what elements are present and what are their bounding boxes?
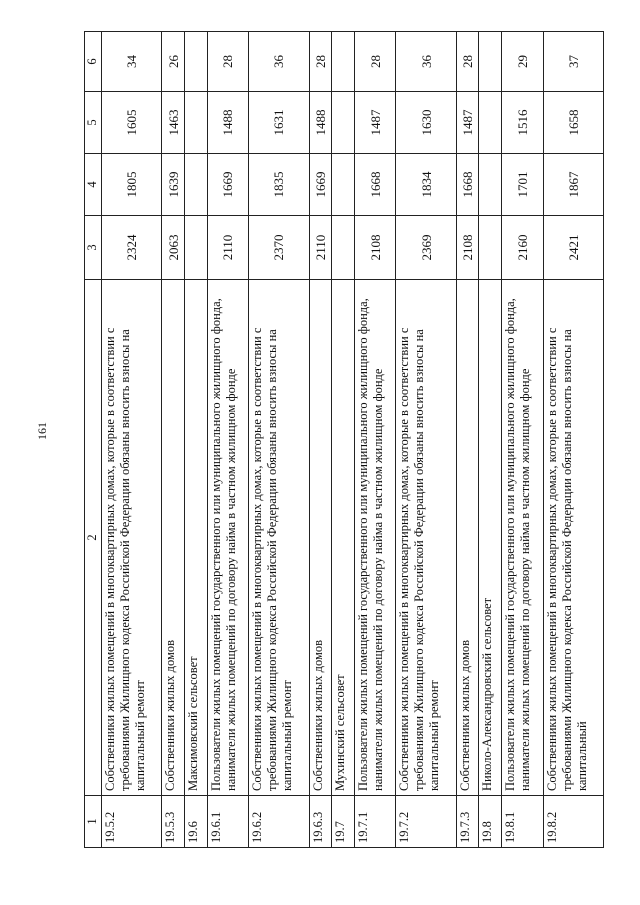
value-col4-cell: 1639: [162, 154, 185, 216]
description-cell: Пользователи жилых помещений государственного или муниципального жилищного фонда, наниматели жилых помещений по договору найма в частном жилищном фонде: [354, 280, 396, 796]
value-col6-cell: 28: [309, 32, 332, 92]
value-col4-cell: 1834: [396, 154, 456, 216]
page-number: 161: [35, 422, 49, 440]
description-cell: Пользователи жилых помещений государственного или муниципального жилищного фонда, наниматели жилых помещений по договору найма в частном жилищном фонде: [502, 280, 544, 796]
value-col4-cell: [479, 154, 502, 216]
value-col6-cell: 26: [162, 32, 185, 92]
value-col3-cell: [332, 216, 355, 280]
value-col3-cell: 2063: [162, 216, 185, 280]
table-row: [396, 32, 456, 848]
value-col6-cell: [332, 32, 355, 92]
table-row: [456, 32, 479, 848]
code-cell: 19.6.3: [309, 796, 332, 848]
value-col4-cell: 1669: [309, 154, 332, 216]
value-col4-cell: 1668: [354, 154, 396, 216]
table-row: [479, 32, 502, 848]
table-row: [207, 32, 249, 848]
value-col3-cell: 2110: [207, 216, 249, 280]
header-cell-6: 6: [85, 32, 102, 92]
value-col3-cell: [185, 216, 208, 280]
value-col5-cell: 1487: [354, 92, 396, 154]
value-col5-cell: 1463: [162, 92, 185, 154]
value-col3-cell: 2108: [456, 216, 479, 280]
tariff-table: [84, 31, 604, 848]
value-col4-cell: 1669: [207, 154, 249, 216]
description-cell: Собственники жилых помещений в многоквартирных домах, которые в соответствии с требованиями Жилищного кодекса Российской Федерации обязаны вносить взносы на капитальный: [543, 280, 603, 796]
code-cell: 19.6: [185, 796, 208, 848]
value-col4-cell: 1835: [249, 154, 309, 216]
code-cell: 19.6.2: [249, 796, 309, 848]
value-col4-cell: 1701: [502, 154, 544, 216]
code-cell: 19.7.1: [354, 796, 396, 848]
code-cell: 19.8.1: [502, 796, 544, 848]
value-col6-cell: 28: [207, 32, 249, 92]
code-cell: 19.7: [332, 796, 355, 848]
value-col3-cell: 2369: [396, 216, 456, 280]
value-col5-cell: [332, 92, 355, 154]
value-col5-cell: 1516: [502, 92, 544, 154]
code-cell: 19.5.2: [102, 796, 162, 848]
description-cell: Максимовский сельсовет: [185, 280, 208, 796]
value-col5-cell: 1658: [543, 92, 603, 154]
description-cell: Собственники жилых домов: [456, 280, 479, 796]
description-cell: Пользователи жилых помещений государственного или муниципального жилищного фонда, наниматели жилых помещений по договору найма в частном жилищном фонде: [207, 280, 249, 796]
value-col3-cell: 2108: [354, 216, 396, 280]
code-cell: 19.8.2: [543, 796, 603, 848]
value-col6-cell: 37: [543, 32, 603, 92]
value-col6-cell: [185, 32, 208, 92]
value-col5-cell: [185, 92, 208, 154]
table-row: [162, 32, 185, 848]
header-cell-3: 3: [85, 216, 102, 280]
value-col3-cell: 2324: [102, 216, 162, 280]
value-col5-cell: 1487: [456, 92, 479, 154]
value-col6-cell: [479, 32, 502, 92]
value-col5-cell: 1488: [207, 92, 249, 154]
table-row: [309, 32, 332, 848]
code-cell: 19.6.1: [207, 796, 249, 848]
value-col5-cell: 1488: [309, 92, 332, 154]
description-cell: Собственники жилых помещений в многоквартирных домах, которые в соответствии с требованиями Жилищного кодекса Российской Федерации обязаны вносить взносы на капитальный ремонт: [102, 280, 162, 796]
value-col3-cell: 2421: [543, 216, 603, 280]
value-col3-cell: 2370: [249, 216, 309, 280]
header-cell-1: 1: [85, 796, 102, 848]
description-cell: Мухинский сельсовет: [332, 280, 355, 796]
table-row: [502, 32, 544, 848]
value-col4-cell: [185, 154, 208, 216]
value-col4-cell: 1867: [543, 154, 603, 216]
value-col5-cell: [479, 92, 502, 154]
header-cell-5: 5: [85, 92, 102, 154]
value-col5-cell: 1631: [249, 92, 309, 154]
description-cell: Собственники жилых домов: [162, 280, 185, 796]
description-cell: Собственники жилых помещений в многоквартирных домах, которые в соответствии с требованиями Жилищного кодекса Российской Федерации обязаны вносить взносы на капитальный ремонт: [249, 280, 309, 796]
code-cell: 19.7.2: [396, 796, 456, 848]
table-row: [332, 32, 355, 848]
header-row: [85, 32, 102, 848]
code-cell: 19.8: [479, 796, 502, 848]
header-cell-4: 4: [85, 154, 102, 216]
value-col6-cell: 34: [102, 32, 162, 92]
value-col6-cell: 28: [354, 32, 396, 92]
value-col3-cell: [479, 216, 502, 280]
value-col5-cell: 1630: [396, 92, 456, 154]
value-col4-cell: 1805: [102, 154, 162, 216]
table-row: [249, 32, 309, 848]
value-col3-cell: 2160: [502, 216, 544, 280]
value-col6-cell: 36: [396, 32, 456, 92]
rotated-page-content: [84, 32, 604, 848]
value-col4-cell: 1668: [456, 154, 479, 216]
value-col5-cell: 1605: [102, 92, 162, 154]
value-col6-cell: 36: [249, 32, 309, 92]
code-cell: 19.7.3: [456, 796, 479, 848]
value-col6-cell: 29: [502, 32, 544, 92]
table-row: [102, 32, 162, 848]
value-col6-cell: 28: [456, 32, 479, 92]
description-cell: Собственники жилых помещений в многоквартирных домах, которые в соответствии с требованиями Жилищного кодекса Российской Федерации обязаны вносить взносы на капитальный ремонт: [396, 280, 456, 796]
value-col4-cell: [332, 154, 355, 216]
table-row: [185, 32, 208, 848]
table-row: [543, 32, 603, 848]
value-col3-cell: 2110: [309, 216, 332, 280]
description-cell: Николо-Александровский сельсовет: [479, 280, 502, 796]
table-body: [85, 32, 604, 848]
header-cell-2: 2: [85, 280, 102, 796]
code-cell: 19.5.3: [162, 796, 185, 848]
table-row: [354, 32, 396, 848]
description-cell: Собственники жилых домов: [309, 280, 332, 796]
